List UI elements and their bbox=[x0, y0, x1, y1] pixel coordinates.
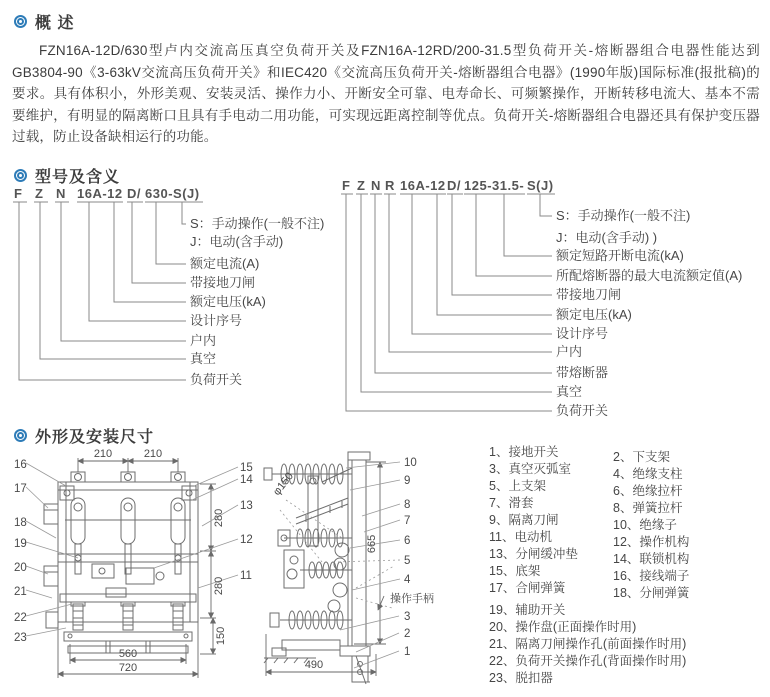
model-right-label: 额定电压(kA) bbox=[556, 307, 632, 322]
part-item: 15、底架 bbox=[489, 564, 541, 578]
model-right-label: 所配熔断器的最大电流额定值(A) bbox=[556, 268, 743, 283]
model-left-token: N bbox=[56, 186, 66, 201]
dim-210-right: 210 bbox=[143, 448, 163, 460]
side-view-drawing bbox=[256, 438, 486, 696]
callout-2: 2 bbox=[404, 628, 411, 640]
parts-list bbox=[489, 444, 767, 687]
model-right-token: 16A-12 bbox=[400, 178, 446, 193]
callout-12: 12 bbox=[240, 534, 253, 546]
parts-row bbox=[489, 444, 767, 464]
callout-9: 9 bbox=[404, 475, 411, 487]
part-item: 12、操作机构 bbox=[613, 535, 690, 549]
double-circle-bullet-icon bbox=[14, 15, 27, 28]
part-item: 20、操作盘(正面操作时用) bbox=[489, 620, 637, 634]
part-item: 4、绝缘支柱 bbox=[613, 467, 683, 481]
callout-13: 13 bbox=[240, 500, 253, 512]
model-right-token: N bbox=[371, 178, 381, 193]
overview-paragraph: FZN16A-12D/630型卢内交流高压真空负荷开关及FZN16A-12RD/200-31.5型负荷开关-熔断器组合电器性能达到GB3804-90《3-63kV交流高压负荷开关》和IEC420《交流高压负荷开关-熔断器组合电器》(1990年版)国际标准(报批稿)的要求。具有体积小，外形美观、安装灵活、操作力小、开断安全可靠、电寿命长、可频繁操作，开断转移电流大、基本不需要维护，有明显的隔离断口且具有手电动二用功能，可实现远距离控制等优点。负荷开关-熔断器组合电器还具有保护变压器过载，防止设备缺相运行的功能。 bbox=[12, 43, 760, 144]
model-left-token: D/ bbox=[127, 186, 141, 201]
callout-16: 16 bbox=[14, 459, 27, 471]
model-right-label: 带熔断器 bbox=[556, 365, 609, 380]
callout-8: 8 bbox=[404, 499, 411, 511]
part-item: 11、电动机 bbox=[489, 530, 552, 544]
model-right-label: 额定短路开断电流(kA) bbox=[556, 248, 684, 263]
part-item: 18、分闸弹簧 bbox=[613, 586, 690, 600]
part-item: 6、绝缘拉杆 bbox=[613, 484, 683, 498]
callout-18: 18 bbox=[14, 517, 27, 529]
overview-section-title: 概 述 bbox=[35, 15, 75, 32]
part-item: 10、绝缘子 bbox=[613, 518, 677, 532]
model-right-label: 户内 bbox=[556, 344, 583, 359]
callout-4: 4 bbox=[404, 574, 411, 586]
callout-7: 7 bbox=[404, 515, 411, 527]
model-left-label: 户内 bbox=[190, 333, 217, 348]
overview-section-header bbox=[14, 10, 74, 33]
part-item: 21、隔离刀闸操作孔(前面操作时用) bbox=[489, 637, 687, 651]
front-view-linework bbox=[44, 472, 198, 653]
model-right-label: S：手动操作(一般不注) bbox=[556, 208, 691, 223]
part-item: 16、接线端子 bbox=[613, 569, 690, 583]
model-right-token: R bbox=[385, 178, 395, 193]
callout-22: 22 bbox=[14, 612, 27, 624]
model-left-label: J：电动(含手动) bbox=[190, 234, 284, 249]
part-item: 3、真空灭弧室 bbox=[489, 462, 571, 476]
model-right-label: J：电动(含手动) ) bbox=[556, 230, 658, 245]
part-item: 17、合闸弹簧 bbox=[489, 581, 566, 595]
dim-280-lower: 280 bbox=[213, 576, 225, 596]
dim-150-right: 150 bbox=[215, 626, 227, 646]
model-right-label: 设计序号 bbox=[556, 326, 609, 341]
model-right-token: Z bbox=[357, 178, 366, 193]
callout-23: 23 bbox=[14, 632, 27, 644]
front-view-drawing bbox=[8, 446, 260, 696]
dimensions-section-title: 外形及安装尺寸 bbox=[35, 429, 155, 446]
model-left-token: F bbox=[14, 186, 23, 201]
model-left-label: 真空 bbox=[190, 351, 217, 366]
model-section-title: 型号及含义 bbox=[35, 169, 121, 186]
model-right-token: S(J) bbox=[527, 178, 554, 193]
dim-280-upper: 280 bbox=[213, 508, 225, 528]
double-circle-bullet-icon bbox=[14, 429, 27, 442]
dim-720: 720 bbox=[118, 662, 138, 674]
callout-5: 5 bbox=[404, 555, 411, 567]
model-left-token: Z bbox=[35, 186, 44, 201]
model-right-label: 真空 bbox=[556, 384, 583, 399]
model-left-label: S：手动操作(一般不注) bbox=[190, 216, 325, 231]
model-right-token: F bbox=[342, 178, 351, 193]
callout-10: 10 bbox=[404, 457, 417, 469]
callout-19: 19 bbox=[14, 538, 27, 550]
part-item: 1、接地开关 bbox=[489, 445, 559, 459]
dim-210-left: 210 bbox=[93, 448, 113, 460]
part-item: 2、下支架 bbox=[613, 450, 670, 464]
model-left-linework bbox=[13, 202, 203, 380]
part-item: 5、上支架 bbox=[489, 479, 546, 493]
model-left-token: 630-S(J) bbox=[145, 186, 200, 201]
model-right-token: D/ bbox=[447, 178, 461, 193]
part-item: 7、滑套 bbox=[489, 496, 534, 510]
part-item: 19、辅助开关 bbox=[489, 603, 566, 617]
handle-label: 操作手柄 bbox=[390, 593, 434, 605]
model-diagram-left bbox=[10, 186, 336, 398]
dimensions-section-header bbox=[14, 424, 154, 447]
part-item: 14、联锁机构 bbox=[613, 552, 690, 566]
model-right-label: 带接地刀闸 bbox=[556, 287, 622, 302]
part-item: 22、负荷开关操作孔(背面操作时用) bbox=[489, 654, 687, 668]
model-right-linework bbox=[341, 194, 555, 411]
double-circle-bullet-icon bbox=[14, 169, 27, 182]
model-diagram-right bbox=[338, 176, 768, 422]
part-item: 9、隔离刀闸 bbox=[489, 513, 559, 527]
callout-11: 11 bbox=[240, 570, 252, 582]
model-left-token: 16A-12 bbox=[77, 186, 123, 201]
part-item: 23、脱扣器 bbox=[489, 671, 553, 685]
dim-560: 560 bbox=[118, 648, 138, 660]
model-right-token: 125-31.5- bbox=[464, 178, 525, 193]
model-left-label: 额定电压(kA) bbox=[190, 294, 266, 309]
part-item: 13、分闸缓冲垫 bbox=[489, 547, 578, 561]
callout-3: 3 bbox=[404, 611, 411, 623]
callout-21: 21 bbox=[14, 586, 27, 598]
model-left-label: 设计序号 bbox=[190, 313, 243, 328]
callout-20: 20 bbox=[14, 562, 27, 574]
dim-phi150: φ150 bbox=[270, 470, 297, 498]
callout-17: 17 bbox=[14, 483, 27, 495]
callout-14: 14 bbox=[240, 474, 253, 486]
dim-490: 490 bbox=[304, 659, 324, 671]
callout-6: 6 bbox=[404, 535, 411, 547]
part-item: 8、弹簧拉杆 bbox=[613, 501, 683, 515]
callout-1: 1 bbox=[404, 646, 411, 658]
model-section-header bbox=[14, 164, 120, 187]
model-left-label: 额定电流(A) bbox=[190, 256, 260, 271]
model-right-label: 负荷开关 bbox=[556, 403, 609, 418]
dim-665: 665 bbox=[366, 534, 378, 554]
callout-15: 15 bbox=[240, 462, 253, 474]
model-left-label: 带接地刀闸 bbox=[190, 275, 256, 290]
model-left-label: 负荷开关 bbox=[190, 372, 243, 387]
